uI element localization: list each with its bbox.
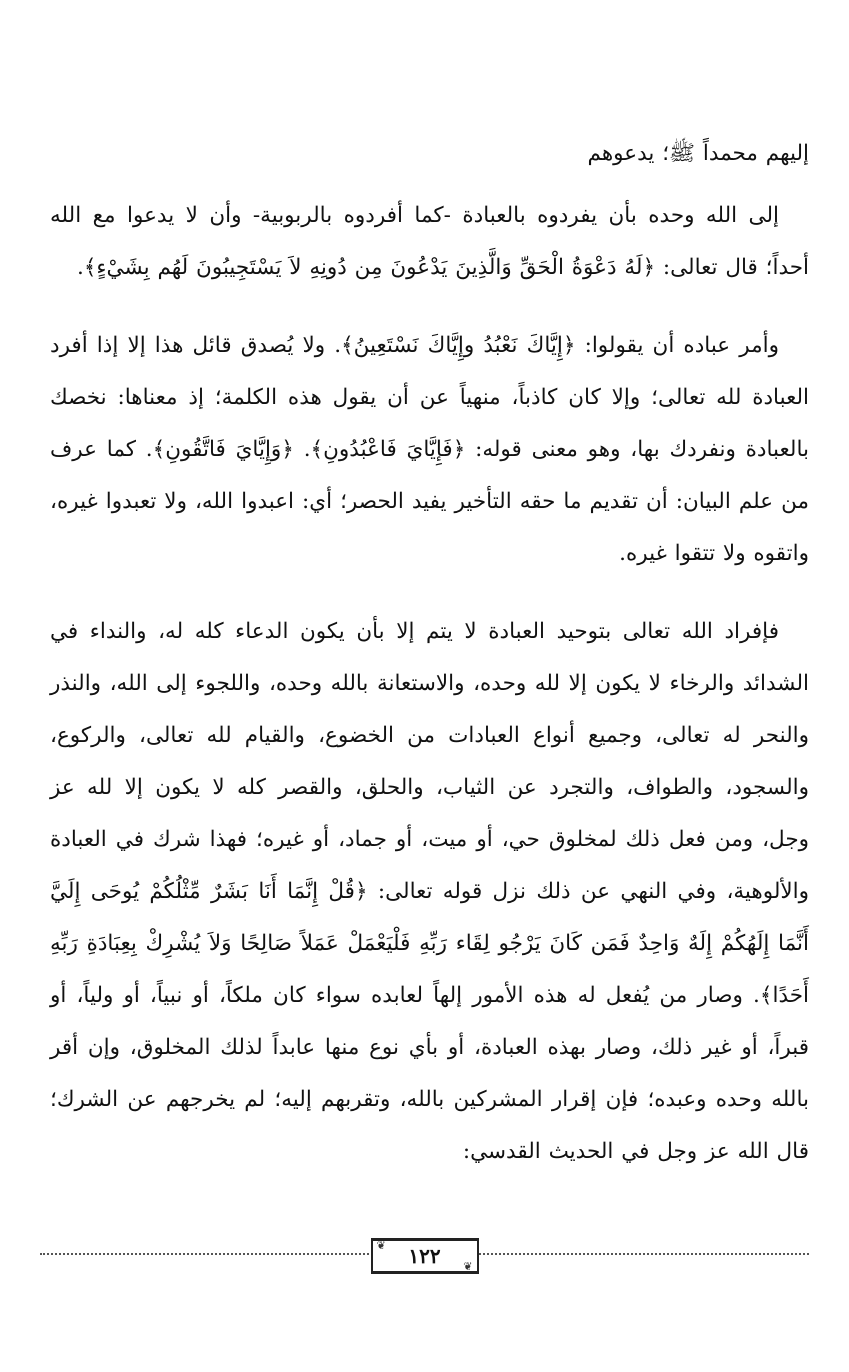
paragraph-1-text-b: . bbox=[76, 255, 84, 280]
paragraph-1-text-a: إلى الله وحده بأن يفردوه بالعبادة -كما أفردوه بالربوبية- وأن لا يدعوا مع الله أحداً؛ قال تعالى: bbox=[50, 203, 809, 280]
page-footer bbox=[40, 1238, 809, 1278]
paragraph-3-text-b: . وصار من يُفعل له هذه الأمور إلهاً لعابده سواء كان ملكاً، أو نبياً، أو ولياً، أو قبراً، أو غير ذلك، وصار بهذه العبادة، أو بأي نوع منها عابداً لذلك المخلوق، وإن أقر بالله وحده وعبده؛ فإن إقرار المشركين بالله، وتقربهم إليه؛ لم يخرجهم عن الشرك؛ قال الله عز وجل في الحديث القدسي: bbox=[50, 983, 809, 1164]
quran-verse-3: ﴿فَإِيَّايَ فَاعْبُدُونِ﴾ bbox=[310, 437, 466, 462]
paragraph-2-text-b: . ولا يُصدق قائل هذا إلا إذا أفرد العبادة لله تعالى؛ وإلا كان كاذباً، منهياً عن أن يقول هذه الكلمة؛ إذ معناها: نخصك بالعبادة ونفردك بها، وهو معنى قوله: bbox=[50, 333, 809, 462]
quran-verse-5: ﴿قُلْ إِنَّمَا أَنَا بَشَرٌ مِّثْلُكُمْ يُوحَى إِلَيَّ أَنَّمَا إِلَهُكُمْ إِلَهٌ وَاحِدٌ فَمَن كَانَ يَرْجُو لِقَاء رَبِّهِ فَلْيَعْمَلْ عَمَلاً صَالِحًا وَلاَ يُشْرِكْ بِعِبَادَةِ رَبِّهِ أَحَدًا﴾ bbox=[50, 879, 809, 1008]
ornament-icon: ❦ bbox=[376, 1239, 386, 1252]
paragraph-1 bbox=[50, 190, 809, 294]
quran-verse-4: ﴿وَإِيَّايَ فَاتَّقُونِ﴾ bbox=[152, 437, 294, 462]
quran-verse-2: ﴿إِيَّاكَ نَعْبُدُ وإِيَّاكَ نَسْتَعِينُ﴾ bbox=[341, 333, 576, 358]
intro-line bbox=[50, 128, 809, 180]
intro-text: إليهم محمداً ﷺ؛ يدعوهم bbox=[587, 141, 809, 166]
ornament-icon: ❦ bbox=[463, 1260, 473, 1273]
page-number: ١٢٢ bbox=[408, 1244, 441, 1268]
paragraph-2-text-a: وأمر عباده أن يقولوا: bbox=[575, 333, 779, 358]
paragraph-2-text-d: . كما عرف من علم البيان: أن تقديم ما حقه التأخير يفيد الحصر؛ أي: اعبدوا الله، ولا تعبدوا غيره، واتقوه ولا تتقوا غيره. bbox=[50, 437, 809, 566]
page-number-frame bbox=[371, 1238, 479, 1274]
paragraph-2 bbox=[50, 320, 809, 580]
paragraph-3 bbox=[50, 606, 809, 1178]
paragraph-2-text-c: . bbox=[293, 437, 311, 462]
paragraph-3-text-a: فإفراد الله تعالى بتوحيد العبادة لا يتم إلا بأن يكون الدعاء كله له، والنداء في الشدائد والرخاء لا يكون إلا لله وحده، والاستعانة بالله وحده، واللجوء إلى الله، والنذر والنحر له تعالى، وجميع أنواع العبادات من الخضوع، والقيام لله تعالى، والركوع، والسجود، والطواف، والتجرد عن الثياب، والحلق، والقصر كله لا يكون إلا لله عز وجل، ومن فعل ذلك لمخلوق حي، أو ميت، أو جماد، أو غيره؛ فهذا شرك في العبادة والألوهية، وفي النهي عن ذلك نزل قوله تعالى: bbox=[50, 619, 810, 904]
quran-verse-1: ﴿لَهُ دَعْوَةُ الْحَقِّ وَالَّذِينَ يَدْعُونَ مِن دُونِهِ لاَ يَسْتَجِيبُونَ لَهُم بِشَيْءٍ﴾ bbox=[83, 255, 656, 280]
